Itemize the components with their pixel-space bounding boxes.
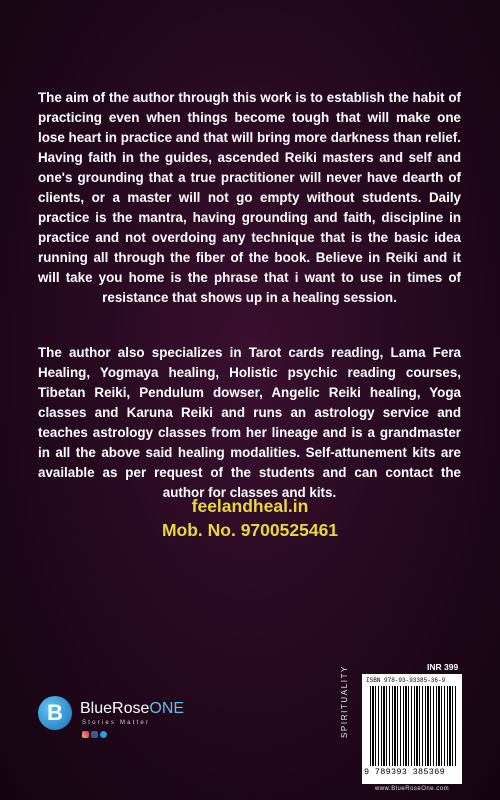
isbn-barcode <box>362 674 462 784</box>
publisher-url: www.BlueRoseOne.com <box>374 786 450 792</box>
publisher-name-part2: ONE <box>149 700 185 717</box>
genre-label: SPIRITUALITY <box>340 665 349 738</box>
author-bio-paragraph: The author also specializes in Tarot cards reading, Lama Fera Healing, Yogmaya healing, Holistic psychic reading courses, Tibetan Reiki, Pendulum dowser, Angelic Reiki healing, Yoga classes and Karuna Reiki and runs an astrology service and teaches astrology classes from her lineage and is a grandmaster in all the above said healing modalities. Self-attunement kits are available as per request of the students and can contact the author for classes and kits. <box>38 345 461 500</box>
twitter-icon <box>100 731 107 738</box>
website-link[interactable]: feelandheal.in <box>191 496 309 516</box>
barcode-bars <box>370 686 456 766</box>
publisher-name <box>80 700 184 718</box>
isbn-label: ISBN 978-93-93385-36-9 <box>366 677 446 684</box>
social-icons <box>82 731 107 738</box>
price-label: INR 399 <box>427 662 459 672</box>
mobile-number: Mob. No. 9700525461 <box>161 520 339 540</box>
publisher-name-part1: BlueRose <box>80 700 150 717</box>
genre-label-wrapper <box>340 665 349 739</box>
publisher-tagline: Stories Matter <box>82 720 151 726</box>
facebook-icon <box>91 731 98 738</box>
description-paragraph-1: The aim of the author through this work is to establish the habit of practicing even when things become tough that will make one lose heart in practice and that will bring more darkness than relief. Having faith in the guides, ascended Reiki masters and self and one's grounding that a true practitioner will never have dearth of clients, or a master will not go empty without students. Daily practice is the mantra, having grounding and faith, discipline in practice and not overdoing any technique that is the basic idea running all through the fiber of the book. Believe in Reiki and it will take you home is the phrase that i want to use in times of resistance that shows up in a healing session. <box>38 90 461 305</box>
instagram-icon <box>82 731 89 738</box>
barcode-digits: 9 789393 385369 <box>364 767 446 777</box>
publisher-logo-icon: B <box>38 696 72 730</box>
